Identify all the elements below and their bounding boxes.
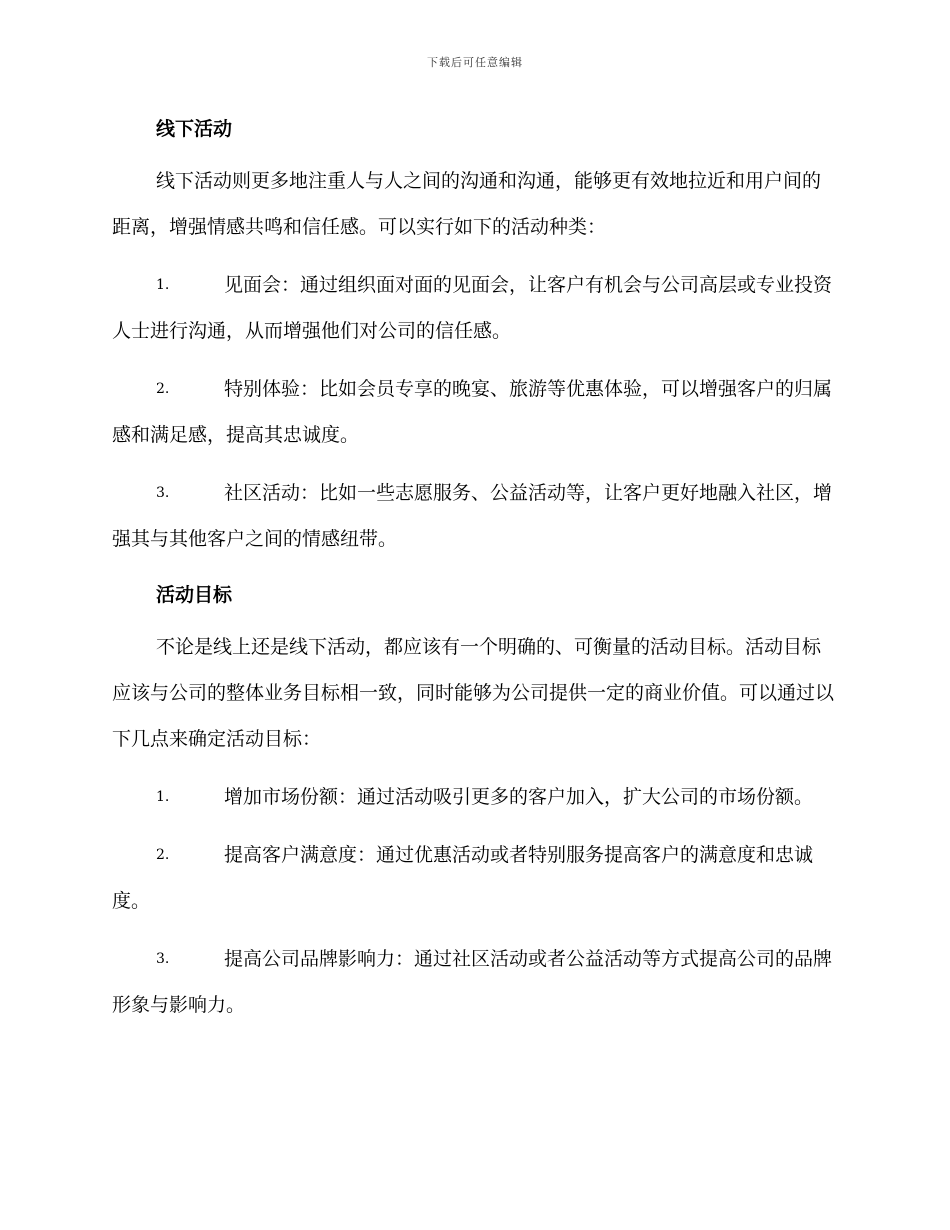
list-item-text: 提高公司品牌影响力：通过社区活动或者公益活动等方式提高公司的品牌形象与影响力。 [112, 948, 833, 1016]
list-number: 3. [156, 485, 170, 501]
section-intro-offline: 线下活动则更多地注重人与人之间的沟通和沟通，能够更有效地拉近和用户间的距离，增强情感共鸣和信任感。可以实行如下的活动种类： [112, 170, 822, 238]
list-item-text: 社区活动：比如一些志愿服务、公益活动等，让客户更好地融入社区，增强其与其他客户之间的情感纽带。 [112, 482, 833, 550]
section-intro-goals: 不论是线上还是线下活动，都应该有一个明确的、可衡量的活动目标。活动目标应该与公司的整体业务目标相一致，同时能够为公司提供一定的商业价值。可以通过以下几点来确定活动目标： [112, 636, 835, 750]
list-number: 3. [156, 951, 170, 967]
list-number: 1. [156, 277, 170, 293]
list-number: 1. [156, 789, 170, 805]
list-item-text: 特别体验：比如会员专享的晚宴、旅游等优惠体验，可以增强客户的归属感和满足感，提高其忠诚度。 [112, 378, 833, 446]
section-heading-goals: 活动目标 [156, 584, 233, 606]
list-item [112, 366, 836, 458]
document-body [112, 112, 836, 1028]
list-item-text: 见面会：通过组织面对面的见面会，让客户有机会与公司高层或专业投资人士进行沟通，从而增强他们对公司的信任感。 [112, 274, 833, 342]
list-item [112, 262, 836, 354]
list-item-text: 增加市场份额：通过活动吸引更多的客户加入，扩大公司的市场份额。 [224, 786, 814, 808]
list-item [112, 832, 836, 924]
list-item [112, 774, 836, 820]
list-item [112, 470, 836, 562]
list-item [112, 936, 836, 1028]
list-number: 2. [156, 381, 170, 397]
list-number: 2. [156, 847, 170, 863]
header-note: 下载后可任意编辑 [427, 56, 523, 69]
list-item-text: 提高客户满意度：通过优惠活动或者特别服务提高客户的满意度和忠诚度。 [112, 844, 814, 912]
section-heading-offline: 线下活动 [156, 118, 233, 140]
